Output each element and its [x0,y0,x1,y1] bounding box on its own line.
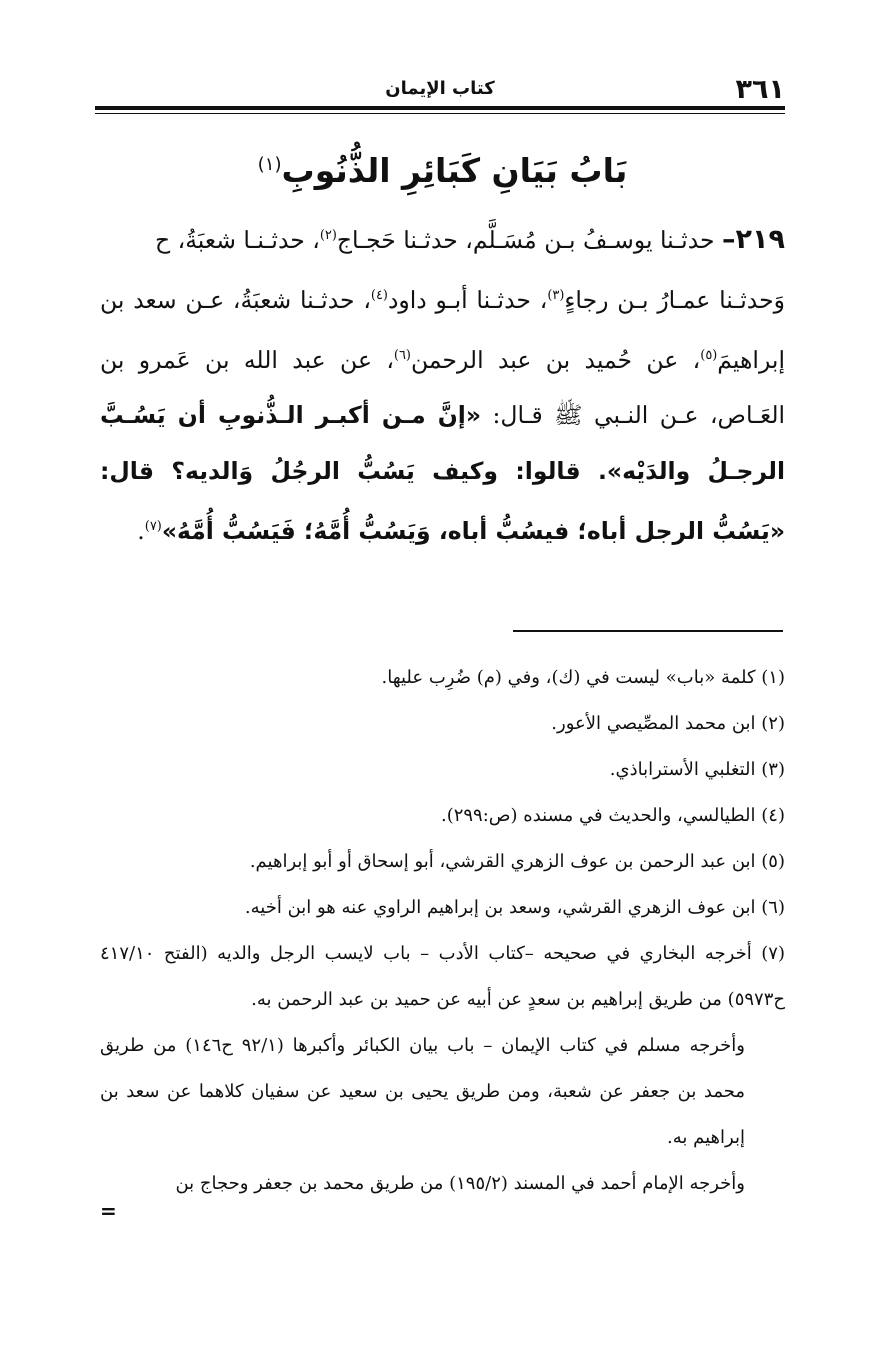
p1-text-b: ، حدثـنـا شعبَةُ، ح [154,225,320,254]
chapter-title [100,140,785,196]
footnote-1: (١) كلمة «باب» ليست في (ك)، وفي (م) ضُرِب عليها. [381,667,785,688]
footnote-2: (٢) ابن محمد المصِّيصي الأعور. [551,713,785,734]
footnote-4: (٤) الطيالسي، والحديث في مسنده (ص:٢٩٩). [440,805,785,826]
chapter-title-text: بَابُ بَيَانِ كَبَائِرِ الذُّنُوبِ [281,151,628,190]
p2-text-c: ، حدثـنا شعبَةُ، عـن سعد بن إبراهيمَ [100,285,785,374]
note-ref-4: (٤) [370,287,388,303]
footnote-separator [513,630,783,632]
footnote-6: (٦) ابن عوف الزهري القرشي، وسعد بن إبراهيم الراوي عنه هو ابن أخيه. [244,897,785,918]
running-title: كتاب الإيمان [385,78,495,99]
p2-text-b: ، حدثـنا أبـو داود [387,285,548,314]
header-rule-thick [95,106,785,110]
note-ref-5: (٥) [700,347,718,363]
page-header [95,70,785,108]
page-number: ٣٦١ [735,74,785,105]
footnotes [100,655,785,1221]
footnote-7-ahmad: وأخرجه الإمام أحمد في المسند (١٩٥/٢) من طريق محمد بن جعفر وحجاج بن [175,1173,745,1194]
main-text [100,208,785,559]
note-ref-2: (٢) [319,228,337,243]
chapter-note-ref: (١) [257,154,282,175]
footnote-5: (٥) ابن عبد الرحمن بن عوف الزهري القرشي، أبو إسحاق أو أبو إبراهيم. [249,851,785,872]
paragraph-isnad-2 [100,268,785,559]
p1-text-a: حدثـنا يوسـفُ بـن مُسَـلَّم، حدثـنا حَجـاج [336,225,723,254]
footnote-7: (٧) أخرجه البخاري في صحيحه –كتاب الأدب – باب لايسب الرجل والديه (الفتح ٤١٧/١٠ ح٥٩٧٣) من طريق إبراهيم بن سعدٍ عن أبيه عن حميد بن عبد الرحمن به. [100,943,785,1010]
continuation-mark: = [100,1199,117,1223]
hadith-number: ٢١٩– [722,223,785,255]
p2-text-e: ، عن عبد الله بن عَمرو بن العَـاص، عـن النـبي ﷺ قـال: [100,345,786,430]
note-ref-3: (٣) [547,287,565,303]
note-ref-6: (٦) [393,347,411,363]
header-rule-thin [95,113,785,114]
note-ref-7: (٧) [144,519,162,535]
hadith-matn: «إنَّ مـن أكبـر الـذُّنوبِ أن يَسُـبَّ الرجـلُ والدَيْه». قالوا: وكيف يَسُبُّ الرجُلُ وَالديه؟ قال: «يَسُبُّ الرجل أباه؛ فيسُبُّ أباه، وَيَسُبُّ أُمَّهُ؛ فَيَسُبُّ أُمَّهُ» [100,401,785,546]
p2-text-d: ، عن حُميد بن عبد الرحمن [410,345,701,374]
footnote-3: (٣) التغلبي الأستراباذي. [609,759,785,780]
p2-text-a: وَحدثـنا عمـارُ بـن رجاءٍ [564,285,785,314]
paragraph-isnad-1 [100,208,785,268]
p2-end: . [137,517,145,546]
footnote-7-muslim: وأخرجه مسلم في كتاب الإيمان – باب بيان الكبائر وأكبرها (٩٢/١ ح١٤٦) من طريق محمد بن جعفر عن شعبة، ومن طريق يحيى بن سعيد عن سفيان كلاهما عن سعد بن إبراهيم به. [100,1035,746,1148]
